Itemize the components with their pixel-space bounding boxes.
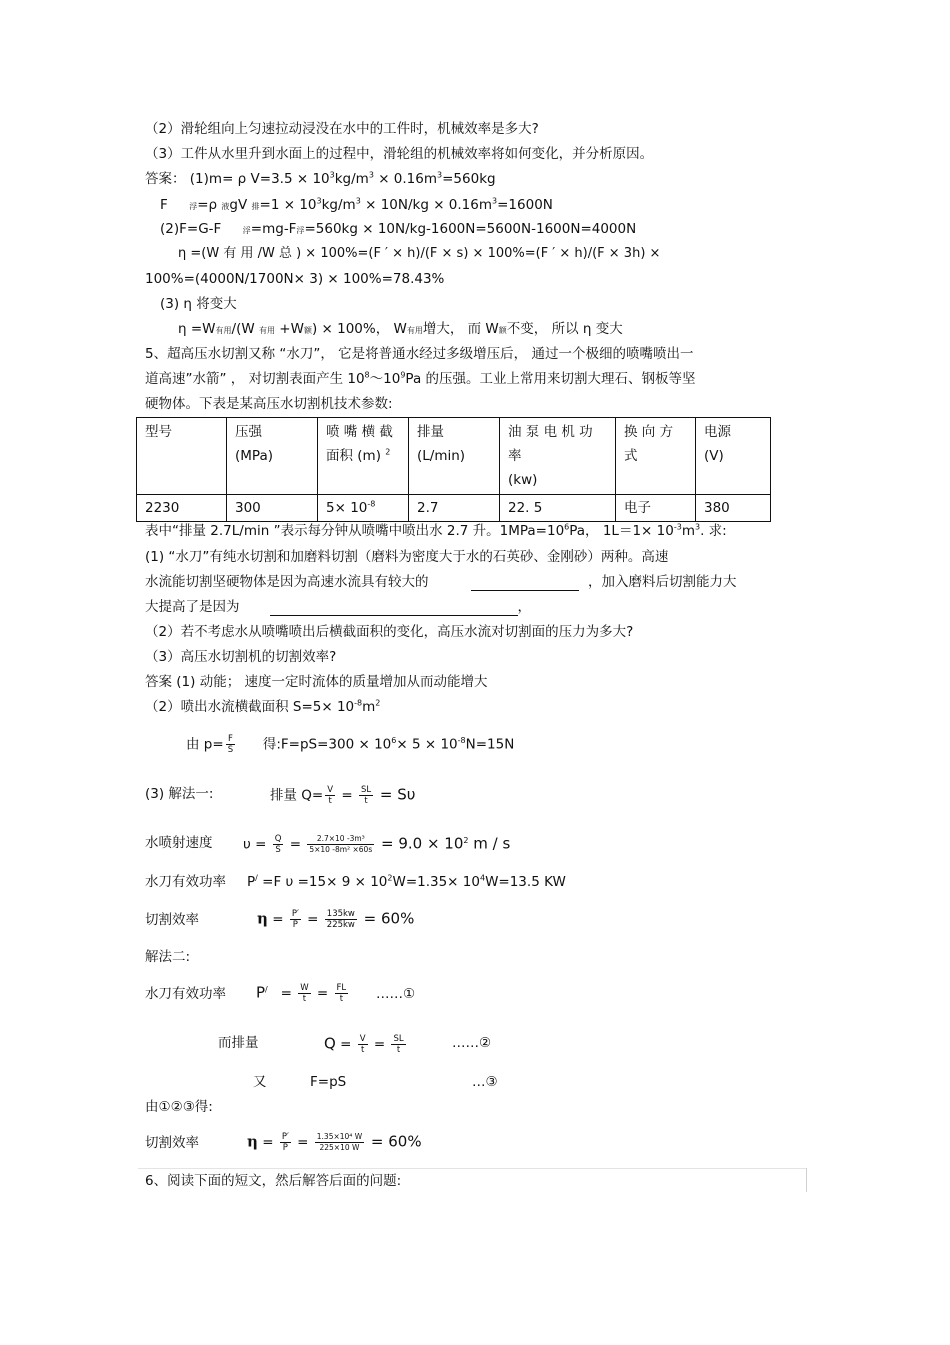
q5-sub2: （2）若不考虑水从喷嘴喷出后横截面积的变化，高压水流对切割面的压力为多大? <box>145 624 634 640</box>
cell-model: 2230 <box>137 495 227 522</box>
q5-line-2: 道高速”水箭” ， 对切割表面产生 $10^8\sim 10^9Pa$ 的压强。工业上常用来切割大理石、钢板等坚 <box>145 370 696 387</box>
question-6: 6、阅读下面的短文，然后解答后面的问题: <box>145 1173 402 1189</box>
divider <box>138 1168 806 1169</box>
force-formula: F=pS <box>310 1074 347 1090</box>
efficiency-line-2: 100%=(4000N/1700N× 3) × 100%=78.43% <box>145 271 445 287</box>
answer-1-line: 答案： (1)m= ρ $V=3.5 \times 10^3kg/m^3 \times 0.16m^3=560kg$ <box>145 170 496 187</box>
cut-efficiency-label: 切割效率 <box>145 912 199 928</box>
q5-sub1-line-1: (1) “水刀”有纯水切割和加磨料切割（磨料为密度大于水的石英砂、金刚砂）两种。高速 <box>145 549 669 565</box>
header-power-supply: 电源 (V) <box>696 418 771 495</box>
flow-label-2: 而排量 <box>218 1035 259 1051</box>
buoyancy-line: F 浮=ρ 液gV 排$=1 \times 10^3kg/m^3 \times 10N/kg \times 0.16m^3=1600N$ <box>160 196 553 213</box>
method-2-label: 解法二: <box>145 949 191 965</box>
header-pump-power: 油 泵 电 机 功 率 (kw) <box>500 418 616 495</box>
answer-3-reason: η =W有用/(W 有用 +W额) × 100%， W有用增大， 而 W额不变， 所以 η 变大 <box>178 321 623 337</box>
equation-mark-1: ……① <box>376 986 416 1002</box>
q5-line-1: 5、超高压水切割又称 “水刀”， 它是将普通水经过多级增压后， 通过一个极细的喷嘴喷出一 <box>145 346 694 362</box>
effective-power-label: 水刀有效功率 <box>145 874 226 890</box>
solution-1: 答案 (1) 动能； 速度一定时流体的质量增加从而动能增大 <box>145 674 488 690</box>
table-note: 表中“排量 2.7L/min ”表示每分钟从喷嘴中喷出水 2.7 升。$1MPa=10^6Pa$， $1L=1\times 10^{-3}m^3$. 求: <box>145 522 727 539</box>
combine-line: 由①②③得: <box>145 1099 213 1115</box>
method-1-label: (3) 解法一: <box>145 786 214 802</box>
q5-sub1-line-3: 大提高了是因为 ， <box>145 599 532 615</box>
flow-formula-2: Q = $\frac{V}{t}$ = $\frac{SL}{t}$ <box>324 1034 404 1055</box>
answer-2-line: (2)F=G-F 浮=mg-F浮=560kg × 10N/kg-1600N=5600N-1600N=4000N <box>160 221 637 237</box>
effective-power-formula-2: P/ = $\frac{W}{t}$ = $\frac{FL}{t}$ <box>256 983 347 1004</box>
velocity-label: 水喷射速度 <box>145 835 213 851</box>
flow-formula: 排量 Q= $\frac{V}{t}$ = $\frac{SL}{t}$ = Sυ <box>270 785 416 806</box>
answer-blank-2[interactable] <box>270 601 518 616</box>
header-pressure: 压强 (MPa) <box>227 418 318 495</box>
equation-mark-2: ……② <box>452 1035 492 1051</box>
q5-sub1-line-2: 水流能切割坚硬物体是因为高速水流具有较大的 ，加入磨料后切割能力大 <box>145 574 737 590</box>
force-label: 又 <box>253 1074 267 1090</box>
solution-2-area: （2）喷出水流横截面积 $S=5\times 10^{-8}m^2$ <box>145 698 381 715</box>
question-2: （2）滑轮组向上匀速拉动浸没在水中的工件时，机械效率是多大? <box>145 121 539 137</box>
header-nozzle-area: 喷 嘴 横 截 面积 (m) $^2$ <box>318 418 409 495</box>
fraction-f-over-s: $\frac{F}{S}$ <box>227 734 234 755</box>
table-row <box>137 495 771 522</box>
solution-2-force: 由 p= $\frac{F}{S}$ 得:F=pS=300 × $10^6\times 5 \times 10^{-8}N=15N$ <box>186 734 515 755</box>
cell-pressure: 300 <box>227 495 318 522</box>
cut-efficiency-formula-2: η = $\frac{P'}{P}$ = $\frac{\text{1.35×10⁴ W}}{225\times 10 W}$ = 60% <box>247 1132 422 1153</box>
answer-blank-1[interactable] <box>471 576 579 591</box>
cut-efficiency-formula-1: η = $\frac{P'}{P}$ = $\frac{135kw}{225kw}$ = 60% <box>257 909 415 930</box>
header-flow: 排量 (L/min) <box>409 418 500 495</box>
cell-power-supply: 380 <box>696 495 771 522</box>
cell-pump-power: 22. 5 <box>500 495 616 522</box>
cell-flow: 2.7 <box>409 495 500 522</box>
divider-vertical <box>806 1168 807 1192</box>
cell-nozzle-area: $5\times 10^{-8}$ <box>318 495 409 522</box>
cut-efficiency-label-2: 切割效率 <box>145 1135 199 1151</box>
equation-mark-3: …③ <box>472 1074 498 1090</box>
velocity-formula: υ = $\frac{Q}{S}$ = $\frac{\text{2.7×10 -3m³}}{\text{5×10 -8m² ×60s}}$ = $9.0 \times 10^2$ m / s <box>243 834 511 855</box>
effective-power-label-2: 水刀有效功率 <box>145 986 226 1002</box>
header-direction: 换 向 方 式 <box>616 418 696 495</box>
spec-table <box>136 417 771 522</box>
header-model: 型号 <box>137 418 227 495</box>
q5-line-3: 硬物体。下表是某高压水切割机技术参数: <box>145 396 393 412</box>
efficiency-line-1: η =(W 有 用 /W 总 ) × 100%=(F ′ × h)/(F × s) × 100%=(F ′ × h)/(F × 3h) × <box>178 246 661 261</box>
answer-3-line: (3) η 将变大 <box>160 296 237 312</box>
table-header-row <box>137 418 771 495</box>
question-3: （3）工件从水里升到水面上的过程中，滑轮组的机械效率将如何变化，并分析原因。 <box>145 146 654 162</box>
effective-power-formula: P/ =F $\upsilon =15\times 9 \times 10^2W=1.35\times 10^4W=13.5$ KW <box>247 873 566 890</box>
cell-direction: 电子 <box>616 495 696 522</box>
q5-sub3: （3）高压水切割机的切割效率? <box>145 649 337 665</box>
